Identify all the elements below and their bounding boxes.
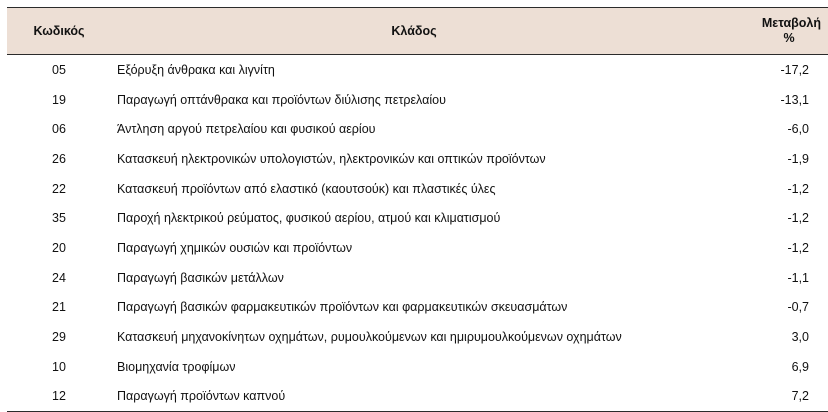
row-change: -6,0 <box>787 122 809 137</box>
row-sector: Παροχή ηλεκτρικού ρεύματος, φυσικού αερίου, ατμού και κλιματισμού <box>117 211 501 226</box>
row-change: -0,7 <box>787 300 809 315</box>
row-code: 35 <box>52 211 66 226</box>
row-sector: Παραγωγή χημικών ουσιών και προϊόντων <box>117 240 353 255</box>
row-code: 29 <box>52 330 66 345</box>
row-sector: Άντληση αργού πετρελαίου και φυσικού αερίου <box>117 122 376 137</box>
row-change: -17,2 <box>780 62 809 77</box>
table-row <box>7 55 828 85</box>
sector-change-table <box>7 7 828 412</box>
row-code: 26 <box>52 151 66 166</box>
row-sector: Κατασκευή ηλεκτρονικών υπολογιστών, ηλεκτρονικών και οπτικών προϊόντων <box>117 151 546 166</box>
header-change-unit: % <box>783 31 795 45</box>
table-row <box>7 263 828 293</box>
row-change: 3,0 <box>791 330 809 345</box>
table-body <box>7 55 828 412</box>
table-row <box>7 85 828 115</box>
row-change: -1,1 <box>787 270 809 285</box>
row-code: 24 <box>52 270 66 285</box>
row-change: -1,2 <box>787 211 809 226</box>
row-sector: Κατασκευή μηχανοκίνητων οχημάτων, ρυμουλκούμενων και ημιρυμουλκούμενων οχημάτων <box>117 330 622 345</box>
row-code: 22 <box>52 181 66 196</box>
row-code: 20 <box>52 240 66 255</box>
table-row <box>7 203 828 233</box>
row-change: 6,9 <box>791 359 809 374</box>
table-row <box>7 114 828 144</box>
row-sector: Παραγωγή βασικών φαρμακευτικών προϊόντων και φαρμακευτικών σκευασμάτων <box>117 300 568 315</box>
row-sector: Βιομηχανία τροφίμων <box>117 359 236 374</box>
row-sector: Παραγωγή οπτάνθρακα και προϊόντων διύλισης πετρελαίου <box>117 92 446 107</box>
row-change: -13,1 <box>780 92 809 107</box>
row-code: 21 <box>52 300 66 315</box>
header-change <box>717 8 828 55</box>
table-header <box>7 8 828 55</box>
header-sector: Κλάδος <box>111 8 717 55</box>
row-sector: Παραγωγή προϊόντων καπνού <box>111 382 717 412</box>
row-sector: Παραγωγή βασικών μετάλλων <box>117 270 284 285</box>
table-row <box>7 382 828 412</box>
table-row <box>7 322 828 352</box>
row-change: -1,9 <box>787 151 809 166</box>
row-sector: Κατασκευή προϊόντων από ελαστικό (καουτσούκ) και πλαστικές ύλες <box>117 181 496 196</box>
header-code: Κωδικός <box>7 8 111 55</box>
row-code: 19 <box>52 92 66 107</box>
row-sector: Εξόρυξη άνθρακα και λιγνίτη <box>117 62 275 77</box>
table-row <box>7 144 828 174</box>
table-row <box>7 352 828 382</box>
row-change: -1,2 <box>787 181 809 196</box>
row-code: 10 <box>52 359 66 374</box>
table-row <box>7 174 828 204</box>
row-change: -1,2 <box>787 240 809 255</box>
row-code: 05 <box>52 62 66 77</box>
table-row <box>7 233 828 263</box>
row-code: 12 <box>7 382 111 412</box>
row-change: 7,2 <box>717 382 828 412</box>
row-code: 06 <box>52 122 66 137</box>
table-row <box>7 293 828 323</box>
header-change-label: Μεταβολή <box>761 16 821 30</box>
header-row <box>7 8 828 55</box>
